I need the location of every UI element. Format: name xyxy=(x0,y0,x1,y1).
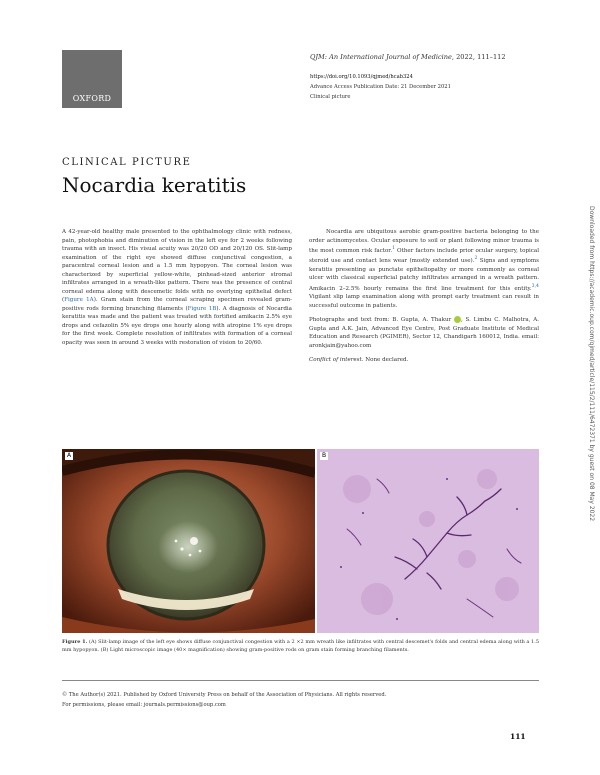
article-title: Nocardia keratitis xyxy=(62,173,247,197)
authors-text-2: , S. Limbu C. Malhotra, A. Gupta and A.K. Jain, Advanced Eye Centre, Post Graduate Institute of Medical Education and Research (PGIMER), Sector 12, Chandigarh 160012, India. email: aronkjain@yahoo.com xyxy=(309,317,539,349)
reference-1-link[interactable]: 1 xyxy=(392,246,396,251)
conflict-of-interest xyxy=(309,356,539,365)
article-type: Clinical picture xyxy=(310,94,351,100)
figure-1a-slit-lamp-image xyxy=(62,449,315,633)
gram-stain-illustration xyxy=(317,449,539,633)
authors-text-1: Photographs and text from: B. Gupta, A. Thakur xyxy=(309,317,452,324)
page-number: 111 xyxy=(510,732,526,741)
advance-access-date: Advance Access Publication Date: 21 December 2021 xyxy=(310,84,451,90)
figure-1a-link[interactable]: Figure 1A xyxy=(64,297,94,303)
case-text-1: A 42-year-old healthy male presented to the ophthalmology clinic with redness, pain, photophobia and diminution of vision in the left eye for 2 weeks following trauma with an insect. His visual acuity was 20/20 OD and 20/120 OS. Slit-lamp examination of the right eye showed diffuse conjunctival congestion, a paracentral corneal lesion and a 1.5 mm hypopyon. The corneal lesion was characterized by superficial yellow-white, pinhead-sized anterior stromal infiltrates arranged in a wreath-like pattern. There was the presence of central corneal edema along with descemetic folds with no overlying epithelial defect ( xyxy=(62,229,292,303)
discussion-text-1: Nocardia are ubiquitous aerobic gram-positive bacteria belonging to the order actinomycetes. Ocular exposure to soil or plant following minor trauma is the most common risk factor. xyxy=(309,229,539,254)
section-label: CLINICAL PICTURE xyxy=(62,157,192,168)
panel-b-label: B xyxy=(322,452,327,459)
discussion-text-4: Vigilant slip lamp examination along with prompt early treatment can result in successful outcome in patients. xyxy=(309,294,539,309)
journal-header xyxy=(310,53,506,61)
case-text-3: ). A diagnosis of Nocardia keratitis was made and the patient was treated with fortified amikacin 2.5% eye drops and cefazolin 5% eye drops one hourly along with atropine 1% eye drops for the first week. Complete resolution of infiltrates with formation of a corneal opacity was seen in around 3 weeks with restoration of vision to 20/60. xyxy=(62,305,292,346)
journal-name: QJM: An International Journal of Medicine xyxy=(310,53,452,61)
case-paragraph xyxy=(62,228,292,347)
reference-2-link[interactable]: 2 xyxy=(474,256,478,262)
authors-paragraph xyxy=(309,316,539,350)
footer-divider xyxy=(62,680,539,681)
orcid-icon[interactable] xyxy=(454,316,461,323)
figure-1b-microscopy-image xyxy=(317,449,539,633)
figure-caption xyxy=(62,638,539,654)
discussion-paragraph xyxy=(309,228,539,310)
permissions-notice: For permissions, please email: journals.permissions@oup.com xyxy=(62,702,226,708)
discussion-text-3: Signs and symptoms keratitis presenting as punctate epitheliopathy or more commonly as corneal ulcer with classical superficial patchy infiltrates arranged in a wreath pattern. Amikacin 2–2.5% hourly remains the first line treatment for this entity. xyxy=(309,258,539,292)
download-watermark: Downloaded from https://academic.oup.com/qjmed/article/115/2/111/6472371 by guest on 08 May 2022 xyxy=(588,206,595,522)
coi-text: None declared. xyxy=(363,357,409,364)
eye-photo-illustration xyxy=(62,449,315,633)
coi-label: Conflict of interest. xyxy=(309,357,364,364)
figure-1b-link[interactable]: Figure 1B xyxy=(187,305,217,312)
oxford-logo xyxy=(62,50,122,108)
body-column-left xyxy=(62,228,292,347)
caption-text: (A) Slit-lamp image of the left eye shows diffuse conjunctival congestion with a 2 ×2 mm wreath like infiltrates with central descemet's folds and central edema along with a 1.5 mm hypopyon. (B) Light microscopic image (40× magnification) showing gram-positive rods on gram stain forming branching filaments. xyxy=(62,639,539,653)
discussion-text-2: Other factors include prior ocular surgery, topical steroid use and contact lens wear (mostly extended use). xyxy=(309,247,539,265)
doi-link[interactable]: https://doi.org/10.1093/qjmed/hcab324 xyxy=(310,74,413,80)
copyright-notice: © The Author(s) 2021. Published by Oxford University Press on behalf of the Association of Physicians. All rights reserved. xyxy=(62,692,387,698)
journal-citation: , 2022, 111–112 xyxy=(451,53,506,61)
caption-label: Figure 1. xyxy=(62,639,88,645)
oxford-logo-text: OXFORD xyxy=(72,94,112,103)
case-text-2: ). Gram stain from the corneal scraping specimen revealed gram-positive rods forming branching filaments ( xyxy=(62,297,292,312)
body-column-right xyxy=(309,228,539,365)
panel-a-label: A xyxy=(67,452,72,459)
reference-3-4-link[interactable]: 3,4 xyxy=(531,283,539,289)
